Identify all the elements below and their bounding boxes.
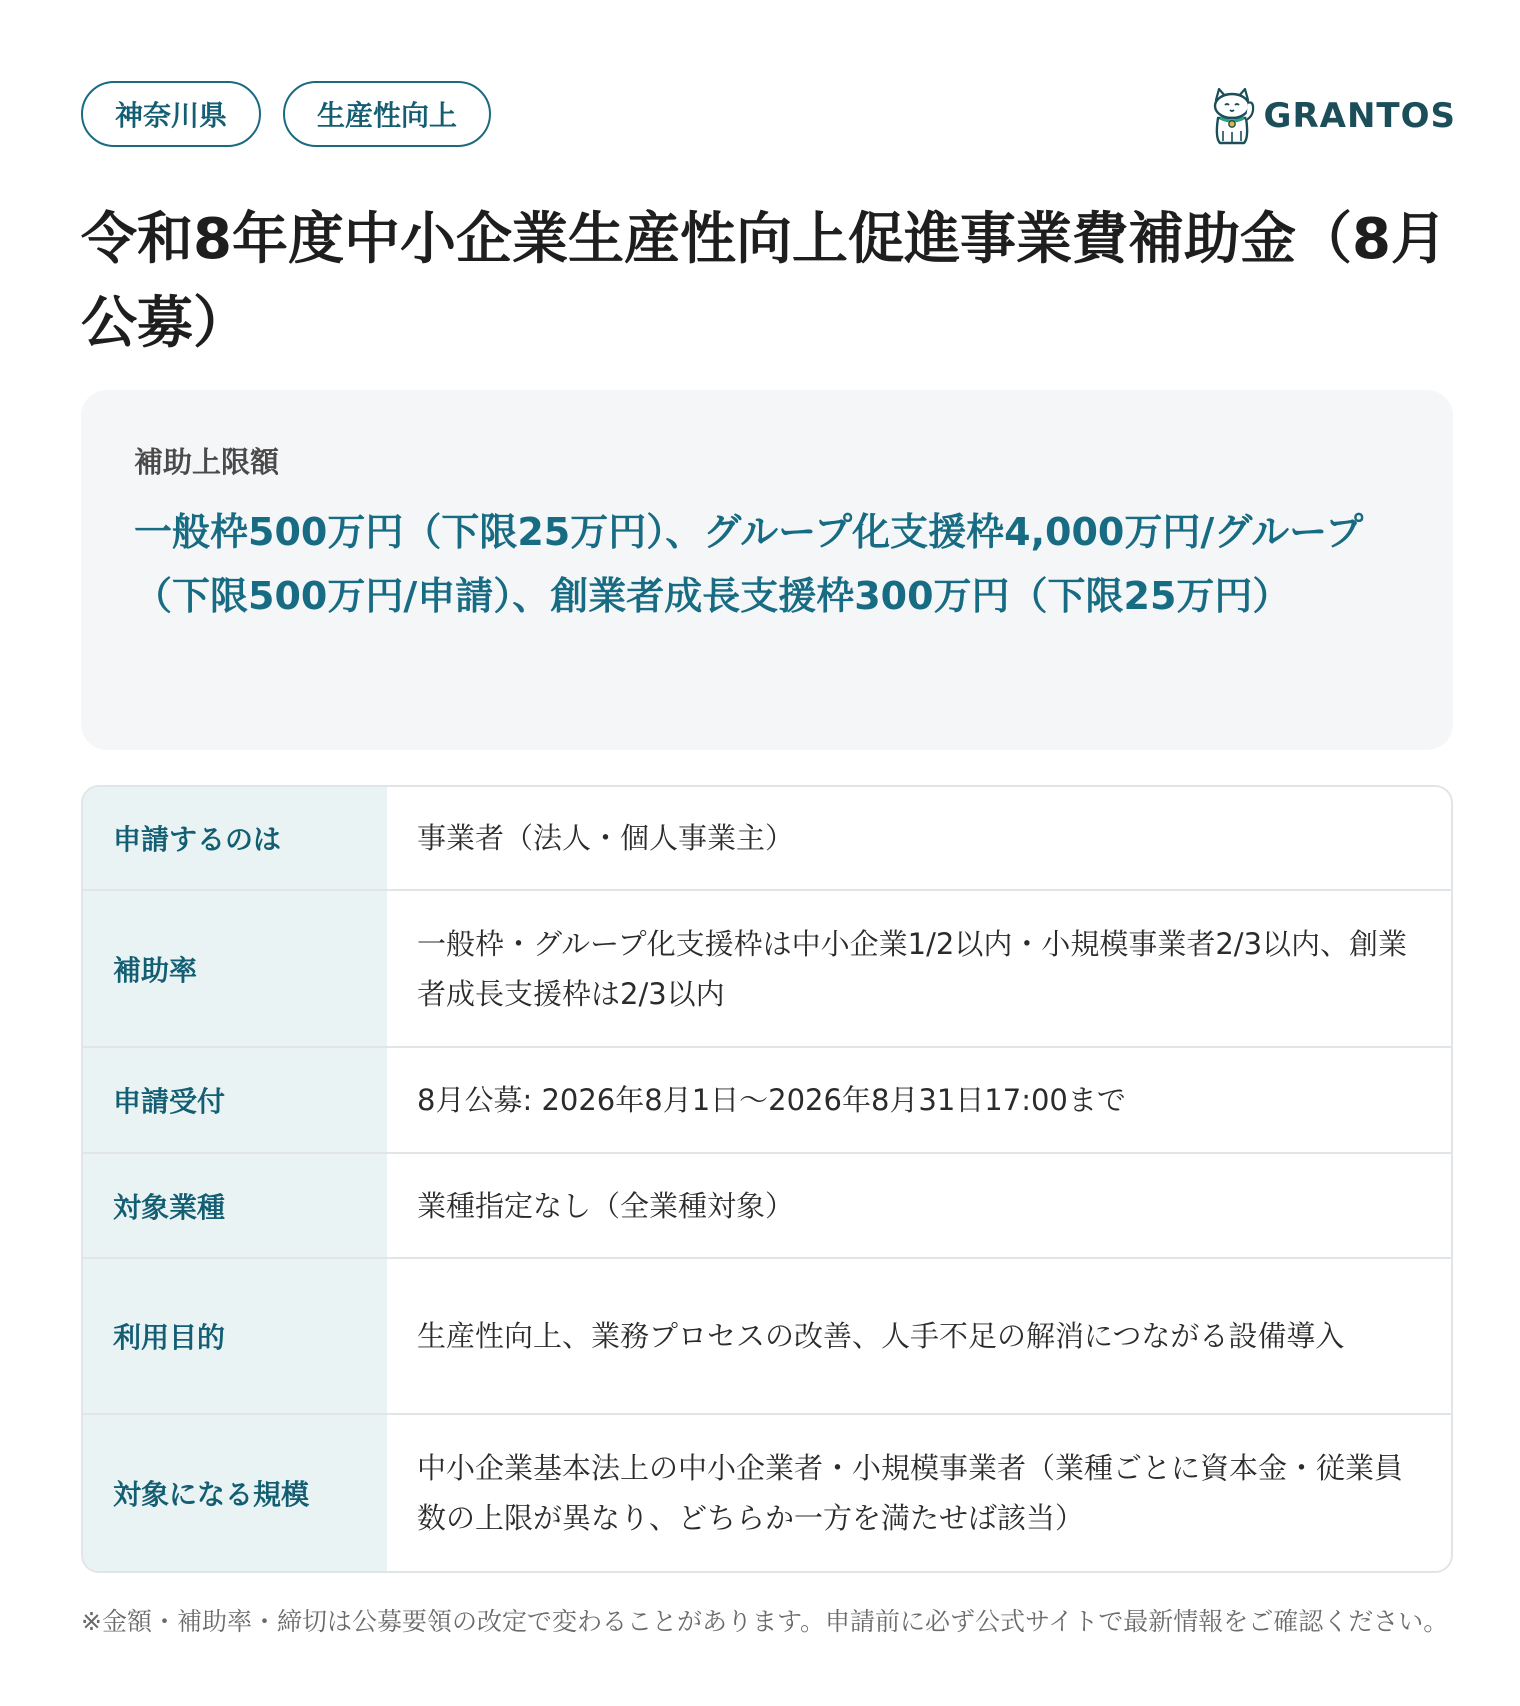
tag-prefecture[interactable]: 神奈川県: [81, 81, 261, 147]
tag-category[interactable]: 生産性向上: [283, 81, 491, 147]
row-label-applicant: 申請するのは: [83, 787, 387, 889]
row-value-industry: 業種指定なし（全業種対象）: [417, 1188, 795, 1223]
tag-list: [81, 81, 491, 147]
table-row: [83, 1152, 1451, 1257]
row-label-industry: 対象業種: [83, 1154, 387, 1257]
row-label-purpose: 利用目的: [83, 1259, 387, 1413]
subsidy-limit-value: 一般枠500万円（下限25万円）、グループ化支援枠4,000万円/グループ（下限500万円/申請）、創業者成長支援枠300万円（下限25万円）: [134, 510, 1364, 618]
subsidy-limit-box: [81, 390, 1453, 750]
table-row: [83, 889, 1451, 1046]
brand-name: GRANTOS: [1263, 96, 1456, 136]
row-label-rate: 補助率: [83, 891, 387, 1046]
summary-table: [81, 785, 1453, 1573]
maneki-neko-cat-icon: [1206, 86, 1258, 146]
row-label-period: 申請受付: [83, 1048, 387, 1152]
row-value-rate: 一般枠・グループ化支援枠は中小企業1/2以内・小規模事業者2/3以内、創業者成長支援枠は2/3以内: [417, 926, 1408, 1011]
page-title: 令和8年度中小企業生産性向上促進事業費補助金（8月公募）: [81, 207, 1447, 356]
table-row: [83, 1257, 1451, 1413]
table-row: [83, 1046, 1451, 1152]
subsidy-limit-label: 補助上限額: [134, 445, 280, 479]
table-row: [83, 1413, 1451, 1571]
table-row: [83, 787, 1451, 889]
row-value-purpose: 生産性向上、業務プロセスの改善、人手不足の解消につながる設備導入: [417, 1319, 1345, 1353]
row-label-scale: 対象になる規模: [83, 1415, 387, 1571]
row-value-applicant: 事業者（法人・個人事業主）: [417, 821, 795, 855]
brand-logo[interactable]: [1206, 84, 1456, 148]
row-value-scale: 中小企業基本法上の中小企業者・小規模事業者（業種ごとに資本金・従業員数の上限が異なり、どちらか一方を満たせば該当）: [417, 1451, 1404, 1535]
row-value-period: 8月公募: 2026年8月1日〜2026年8月31日17:00まで: [417, 1083, 1126, 1117]
disclaimer-note: ※金額・補助率・締切は公募要領の改定で変わることがあります。申請前に必ず公式サイトで最新情報をご確認ください。: [81, 1607, 1449, 1636]
